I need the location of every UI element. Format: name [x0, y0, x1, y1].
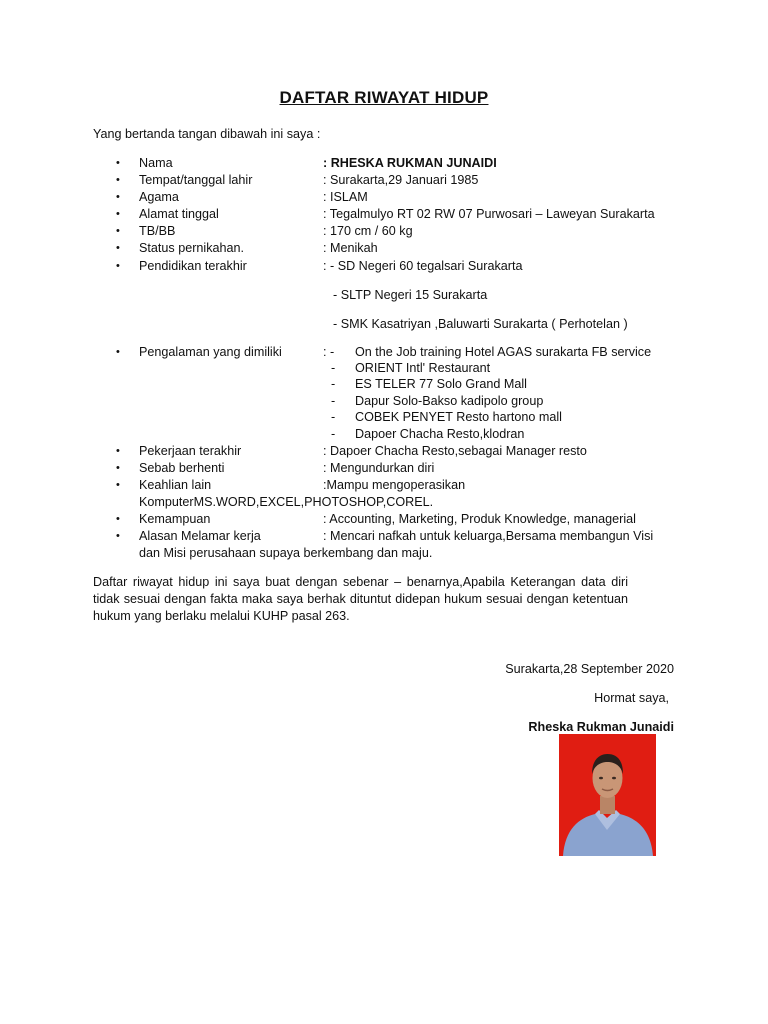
field-value: :Mampu mengoperasikan [323, 478, 466, 492]
field-status [0, 240, 768, 257]
document-title: DAFTAR RIWAYAT HIDUP [279, 88, 489, 107]
dash-marker: - [331, 427, 336, 441]
experience-row [0, 393, 768, 410]
place-date: Surakarta,28 September 2020 [505, 662, 674, 676]
closing-statement: Daftar riwayat hidup ini saya buat dengan sebenar – benarnya,Apabila Keterangan data diri tidak sesuai dengan fakta maka saya berhak dituntut didepan hukum sesuai dengan ketentuan hukum yang berlaku melalui KUHP pasal 263. [93, 575, 628, 623]
field-label: Keahlian lain [139, 478, 212, 492]
bullet-icon: • [116, 242, 120, 254]
experience-item: Dapur Solo-Bakso kadipolo group [355, 394, 544, 408]
field-label: Sebab berhenti [139, 461, 225, 475]
education-item: : - SD Negeri 60 tegalsari Surakarta [323, 259, 523, 273]
field-value: : RHESKA RUKMAN JUNAIDI [323, 156, 497, 170]
field-alamat [0, 206, 768, 223]
field-value: : Surakarta,29 Januari 1985 [323, 173, 479, 187]
field-label: Alamat tinggal [139, 207, 219, 221]
experience-row [0, 409, 768, 426]
experience-item: ORIENT Intl' Restaurant [355, 361, 491, 375]
experience-row [0, 426, 768, 443]
signature-name: Rheska Rukman Junaidi [528, 720, 674, 734]
bullet-icon: • [116, 346, 120, 358]
field-tbbb [0, 223, 768, 240]
field-agama [0, 189, 768, 206]
field-nama [0, 155, 768, 172]
field-value: : ISLAM [323, 190, 368, 204]
greeting: Hormat saya, [594, 691, 669, 705]
field-ttl [0, 172, 768, 189]
bullet-icon: • [116, 479, 120, 491]
dash-marker: - [331, 361, 336, 375]
bullet-icon: • [116, 462, 120, 474]
bullet-icon: • [116, 260, 120, 272]
field-value: : Mengundurkan diri [323, 461, 435, 475]
experience-item: COBEK PENYET Resto hartono mall [355, 410, 562, 424]
bullet-icon: • [116, 530, 120, 542]
field-value: : Mencari nafkah untuk keluarga,Bersama membangun Visi [323, 529, 654, 543]
education-item: - SLTP Negeri 15 Surakarta [333, 288, 488, 302]
intro-text: Yang bertanda tangan dibawah ini saya : [93, 127, 321, 141]
field-keahlian [0, 477, 768, 494]
field-alasan [0, 528, 768, 545]
field-label: Pendidikan terakhir [139, 259, 247, 273]
field-label: Status pernikahan. [139, 241, 245, 255]
field-label: TB/BB [139, 224, 176, 238]
field-label: Nama [139, 156, 173, 170]
field-value: : Accounting, Marketing, Produk Knowledge, managerial [323, 512, 636, 526]
field-pekerjaan [0, 443, 768, 460]
bullet-icon: • [116, 157, 120, 169]
bullet-icon: • [116, 174, 120, 186]
profile-photo [559, 734, 656, 856]
field-label: Pengalaman yang dimiliki [139, 345, 282, 359]
field-value-continued: dan Misi perusahaan supaya berkembang dan maju. [139, 546, 433, 560]
bullet-icon: • [116, 191, 120, 203]
field-keahlian-cont [0, 494, 768, 511]
field-label: Agama [139, 190, 179, 204]
field-kemampuan [0, 511, 768, 528]
bullet-icon: • [116, 445, 120, 457]
field-alasan-cont [0, 545, 768, 562]
experience-row [0, 360, 768, 377]
experience-item: On the Job training Hotel AGAS surakarta FB service [355, 345, 652, 359]
field-pengalaman [0, 344, 768, 361]
field-label: Pekerjaan terakhir [139, 444, 242, 458]
field-value: : Tegalmulyo RT 02 RW 07 Purwosari – Laweyan Surakarta [323, 207, 655, 221]
experience-item: ES TELER 77 Solo Grand Mall [355, 377, 527, 391]
experience-row [0, 376, 768, 393]
bullet-icon: • [116, 208, 120, 220]
field-label: Alasan Melamar kerja [139, 529, 261, 543]
field-pendidikan [0, 258, 768, 275]
education-row [0, 316, 768, 333]
field-value: : 170 cm / 60 kg [323, 224, 413, 238]
education-row [0, 287, 768, 304]
dash-marker: - [331, 394, 336, 408]
field-value: : Menikah [323, 241, 378, 255]
experience-prefix: : - [323, 345, 335, 359]
person-portrait-icon [559, 734, 656, 856]
bullet-icon: • [116, 225, 120, 237]
field-label: Tempat/tanggal lahir [139, 173, 253, 187]
education-item: - SMK Kasatriyan ,Baluwarti Surakarta ( Perhotelan ) [333, 317, 628, 331]
dash-marker: - [331, 410, 336, 424]
field-sebab [0, 460, 768, 477]
field-value: : Dapoer Chacha Resto,sebagai Manager resto [323, 444, 587, 458]
bullet-icon: • [116, 513, 120, 525]
field-label: Kemampuan [139, 512, 211, 526]
field-value-continued: KomputerMS.WORD,EXCEL,PHOTOSHOP,COREL. [139, 495, 434, 509]
dash-marker: - [331, 377, 336, 391]
experience-item: Dapoer Chacha Resto,klodran [355, 427, 525, 441]
